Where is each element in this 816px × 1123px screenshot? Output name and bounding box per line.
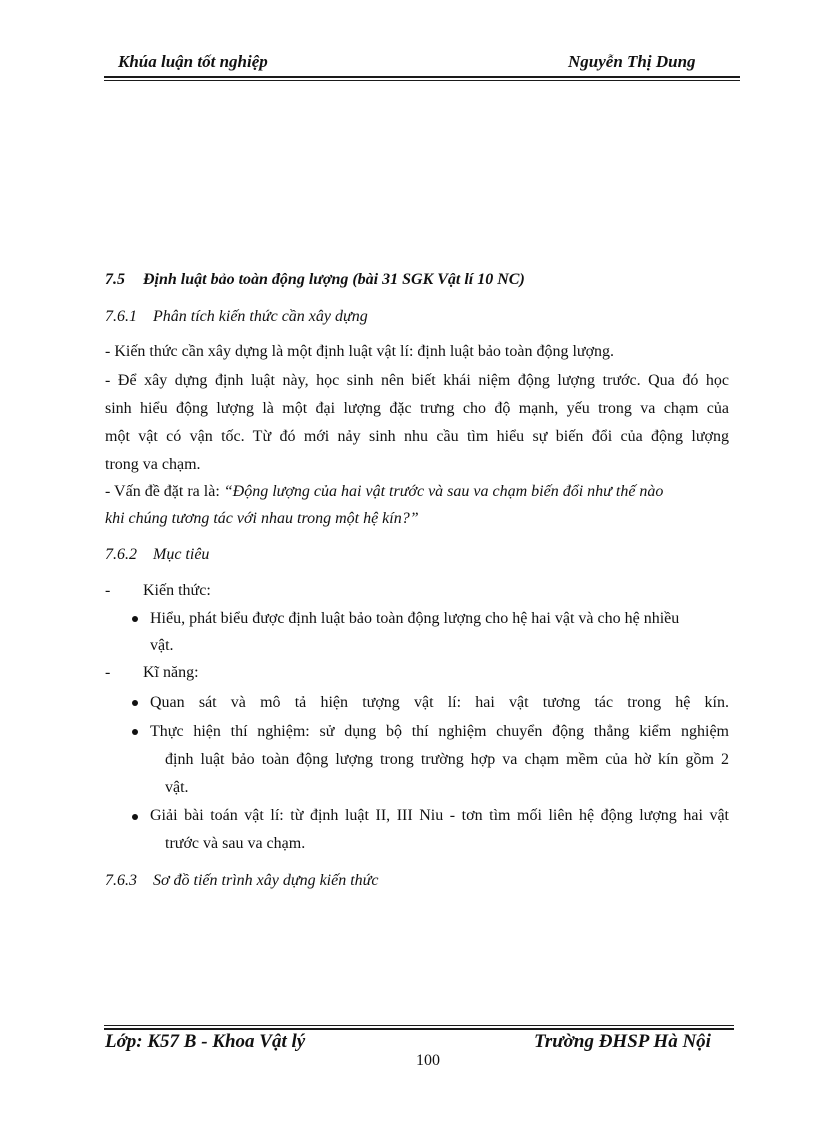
question-line-1 — [105, 482, 729, 502]
footer-left-text: Lớp: K57 B - Khoa Vật lý — [105, 1031, 306, 1052]
subsection-title-3: Sơ đồ tiến trình xây dựng kiến thức — [153, 872, 379, 889]
header-left-text: Khúa luận tốt nghiệp — [118, 52, 268, 71]
bullet-line: Quan sát và mô tả hiện tượng vật lí: hai vật tương tác trong hệ kín. — [150, 694, 729, 711]
bullet-icon — [132, 610, 144, 630]
header-right-text: Nguyễn Thị Dung — [568, 52, 696, 71]
bullet-icon — [132, 723, 144, 743]
bullet-line: vật. — [165, 779, 189, 796]
page-number: 100 — [416, 1052, 440, 1069]
footer-rule — [104, 1028, 734, 1030]
bullet-line: định luật bảo toàn động lượng trong trường hợp va chạm mềm của hờ kín gồm 2 — [165, 751, 729, 768]
subsection-heading-2 — [105, 545, 729, 565]
paragraph-line: sinh hiểu động lượng là một đại lượng đặc trưng cho độ mạnh, yếu trong va chạm của — [105, 400, 729, 417]
subsection-number-3: 7.6.3 — [105, 872, 137, 889]
paragraph-line: - Kiến thức cần xây dựng là một định luật vật lí: định luật bảo toàn động lượng. — [105, 343, 615, 360]
section-number: 7.5 — [105, 271, 125, 288]
header-rule-thin — [104, 80, 740, 81]
question-prefix: - Vấn đề đặt ra là: — [105, 483, 224, 500]
footer-rule-thin — [104, 1025, 734, 1026]
bullet-icon — [132, 694, 144, 714]
section-title: Định luật bảo toàn động lượng (bài 31 SGK Vật lí 10 NC) — [143, 271, 525, 288]
subsection-heading-3 — [105, 871, 729, 891]
question-line-2: khi chúng tương tác với nhau trong một hệ kín?” — [105, 510, 419, 527]
section-heading — [105, 270, 729, 290]
paragraph-line: trong va chạm. — [105, 456, 201, 473]
bullet-line: Hiểu, phát biểu được định luật bảo toàn động lượng cho hệ hai vật và cho hệ nhiều — [150, 610, 680, 627]
footer-right-text: Trường ĐHSP Hà Nội — [534, 1031, 711, 1052]
paragraph-line: một vật có vận tốc. Từ đó mới nảy sinh nhu cầu tìm hiểu sự biến đổi của động lượng — [105, 428, 729, 445]
header-rule — [104, 76, 740, 78]
bullet-line: trước và sau va chạm. — [165, 835, 306, 852]
skills-label: Kĩ năng: — [143, 664, 199, 681]
bullet-line: Giải bài toán vật lí: từ định luật II, III Niu - tơn tìm mối liên hệ động lượng hai vật — [150, 807, 729, 824]
subsection-number-2: 7.6.2 — [105, 546, 137, 563]
bullet-line: Thực hiện thí nghiệm: sử dụng bộ thí nghiệm chuyển động thẳng kiểm nghiệm — [150, 723, 729, 740]
bullet-line: vật. — [150, 637, 174, 654]
paragraph-line: - Để xây dựng định luật này, học sinh nên biết khái niệm động lượng trước. Qua đó học — [105, 372, 729, 389]
subsection-title-1: Phân tích kiến thức cần xây dựng — [153, 308, 368, 325]
skills-item: - Kĩ năng: — [105, 664, 199, 681]
question-text-1: “Động lượng của hai vật trước và sau va chạm biến đổi như thế nào — [223, 483, 664, 500]
knowledge-label: Kiến thức: — [143, 582, 211, 599]
knowledge-item: - Kiến thức: — [105, 582, 211, 599]
subsection-title-2: Mục tiêu — [153, 546, 210, 563]
subsection-number-1: 7.6.1 — [105, 308, 137, 325]
subsection-heading-1 — [105, 307, 729, 327]
bullet-icon — [132, 808, 144, 828]
